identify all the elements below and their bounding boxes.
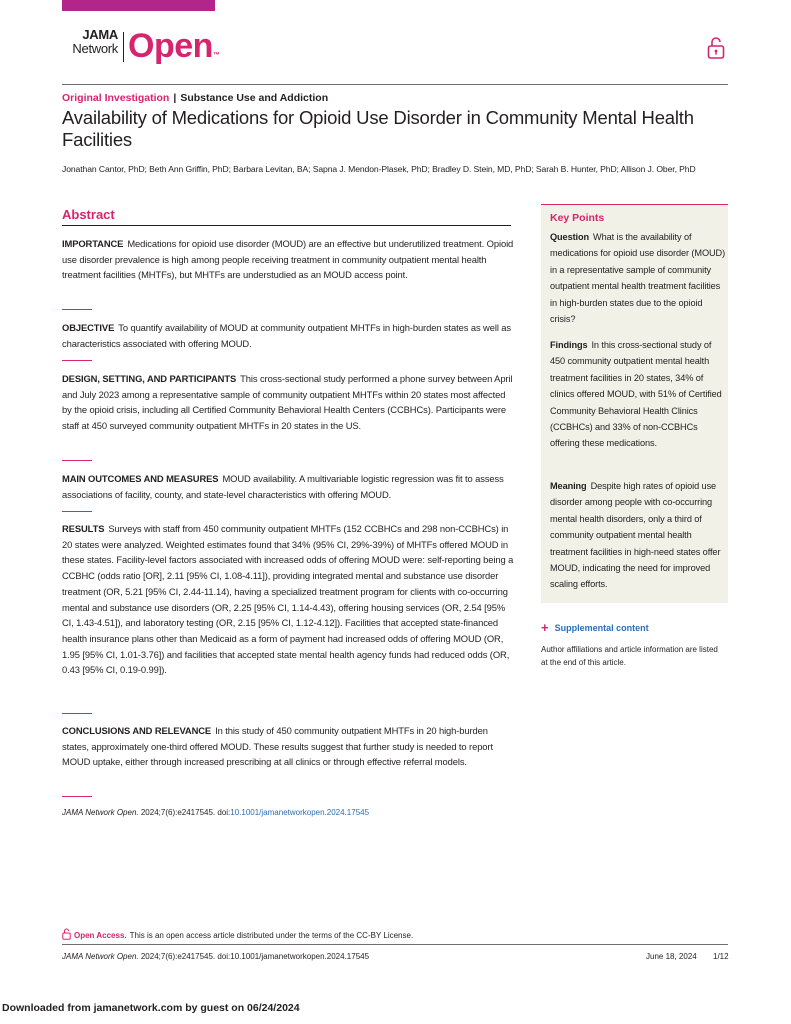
category-label[interactable]: Original Investigation (62, 92, 170, 104)
logo-open-text: Open™ (128, 27, 220, 65)
top-accent-bar (62, 0, 215, 11)
section-label: CONCLUSIONS AND RELEVANCE (62, 725, 212, 736)
abstract-section-outcomes (62, 471, 514, 502)
open-access-notice (62, 928, 413, 940)
logo-trademark: ™ (212, 52, 220, 59)
abstract-section-results (62, 521, 514, 678)
key-point-label: Findings (550, 340, 588, 350)
publication-date: June 18, 2024 (646, 952, 697, 961)
abstract-section-objective (62, 320, 514, 351)
article-title: Availability of Medications for Opioid Use Disorder in Community Mental Health Facilities (62, 107, 694, 150)
logo-jama-text: JAMA (82, 27, 118, 42)
affiliations-note: Author affiliations and article information are listed at the end of this article. (541, 645, 718, 667)
abstract-citation (62, 808, 369, 817)
download-notice: Downloaded from jamanetwork.com by guest on 06/24/2024 (2, 1002, 300, 1014)
key-point-question (550, 229, 728, 327)
section-divider (62, 309, 92, 310)
citation-journal: JAMA Network Open. (62, 808, 139, 817)
section-divider (62, 713, 92, 714)
page-number: 1/12 (713, 952, 729, 961)
section-divider (62, 360, 92, 361)
open-access-lock-icon (62, 928, 71, 940)
section-label: IMPORTANCE (62, 238, 124, 249)
key-point-text: What is the availability of medications for opioid use disorder (MOUD) in a representative sample of community outpatient mental health treatment facilities in high-burden states due to the opioid crisis? (550, 232, 726, 325)
section-label: MAIN OUTCOMES AND MEASURES (62, 473, 219, 484)
abstract-divider (62, 225, 511, 226)
section-label: DESIGN, SETTING, AND PARTICIPANTS (62, 373, 237, 384)
supplemental-content-link[interactable] (541, 620, 649, 635)
key-point-text: In this cross-sectional study of 450 community outpatient mental health treatment facilities in 20 states, 34% of clinics offered MOUD, with 51% of Certified Community Behavioral Health Clinics (CCBHCs) and 33% of non-CCBHCs offering these medications. (550, 340, 722, 449)
section-text: This cross-sectional study performed a phone survey between April and July 2023 among a representative sample of community outpatient MHTFs within 20 states most affected by the opioid crisis, including all Certified Community Behavioral Health Centers (CCBHCs). Participants were staff at 450 surveyed community outpatient MHTFs in 20 states in the US. (62, 373, 513, 432)
subcategory-label[interactable]: Substance Use and Addiction (180, 92, 329, 104)
section-text: In this study of 450 community outpatient MHTFs in 20 high-burden states, approximately one-third offered MOUD. These results suggest that further study is needed to report MOUD uptake, either through increased prescribing at all clinics or through effective referral models. (62, 725, 493, 768)
key-points-title: Key Points (550, 212, 605, 224)
section-text: Medications for opioid use disorder (MOUD) are an effective but underutilized treatment. Opioid use disorder prevalence is high among people receiving treatment in community outpatient mental health treatment facilities (MHTFs), but MHTFs are understudied as an MOUD access point. (62, 238, 514, 281)
section-text: Surveys with staff from 450 community outpatient MHTFs (152 CCBHCs and 298 non-CCBHCs) in 20 states were analyzed. Weighted estimates found that 34% (95% CI, 29%-39%) of MHTFs offered MOUD in these states. Facility-level factors associated with increased odds of offering MOUD were: self-reporting being a CCBHC (odds ratio [OR], 2.11 [95% CI, 1.08-4.11]), providing integrated mental and substance use disorder treatment (OR, 5.21 [95% CI, 2.44-11.14), having a specialized treatment program for clients with co-occurring mental and substance use disorders (OR, 2.25 [95% CI, 1.14-4.43), offering housing services (OR, 2.54 [95% CI, 1.43-4.51]), and laboratory testing (OR, 2.15 [95% CI, 1.12-4.12]). Facilities that accepted state-financed health insurance plans other than Medicaid as a form of payment had increased odds of offering MOUD (OR, 1.95 [95% CI, 1.01-3.76]) and facilities that accepted state mental health agency funds had reduced odds (OR, 0.43 [95% CI, 0.19-0.99]). (62, 523, 514, 676)
footer-divider (62, 944, 728, 945)
footer-citation (62, 952, 369, 961)
plus-icon: + (541, 620, 549, 635)
abstract-section-design (62, 371, 514, 434)
section-text: To quantify availability of MOUD at community outpatient MHTFs in high-burden states as well as characteristics associated with offering MOUD. (62, 322, 512, 349)
key-point-label: Question (550, 232, 590, 242)
abstract-section-conclusions (62, 723, 514, 770)
section-text: MOUD availability. A multivariable logistic regression was fit to assess associations of facility, county, and state-level characteristics with offering MOUD. (62, 473, 504, 500)
category-separator: | (173, 92, 177, 104)
key-point-meaning (550, 478, 728, 593)
open-access-label[interactable]: Open Access. (74, 931, 127, 940)
article-category (62, 92, 328, 104)
key-point-text: Despite high rates of opioid use disorder among people with co-occurring mental health disorders, only a third of community outpatient mental health treatment facilities in high-need states offer MOUD, indicating the need for improved scaling efforts. (550, 481, 721, 590)
abstract-section-importance (62, 236, 514, 283)
logo-divider (123, 32, 124, 62)
abstract-heading: Abstract (62, 207, 115, 222)
citation-text: 2024;7(6):e2417545. doi: (140, 808, 231, 817)
doi-link[interactable]: 10.1001/jamanetworkopen.2024.17545 (230, 808, 370, 817)
footer-journal: JAMA Network Open. (62, 952, 139, 961)
footer-citation-text: 2024;7(6):e2417545. doi:10.1001/jamanetworkopen.2024.17545 (140, 952, 370, 961)
logo-network-text: Network (72, 41, 118, 56)
key-point-findings (550, 337, 728, 452)
header-divider (62, 84, 728, 85)
section-divider (62, 460, 92, 461)
section-label: RESULTS (62, 523, 105, 534)
supplemental-label: Supplemental content (554, 623, 649, 633)
key-point-label: Meaning (550, 481, 587, 491)
section-divider (62, 511, 92, 512)
open-lock-icon (707, 36, 725, 60)
open-access-text: This is an open access article distributed under the terms of the CC-BY License. (129, 931, 414, 940)
author-list: Jonathan Cantor, PhD; Beth Ann Griffin, PhD; Barbara Levitan, BA; Sapna J. Mendon-Plasek, PhD; Bradley D. Stein, MD, PhD; Sarah B. Hunter, PhD; Allison J. Ober, PhD (62, 164, 696, 174)
key-points-box (541, 204, 728, 603)
section-divider (62, 796, 92, 797)
section-label: OBJECTIVE (62, 322, 115, 333)
